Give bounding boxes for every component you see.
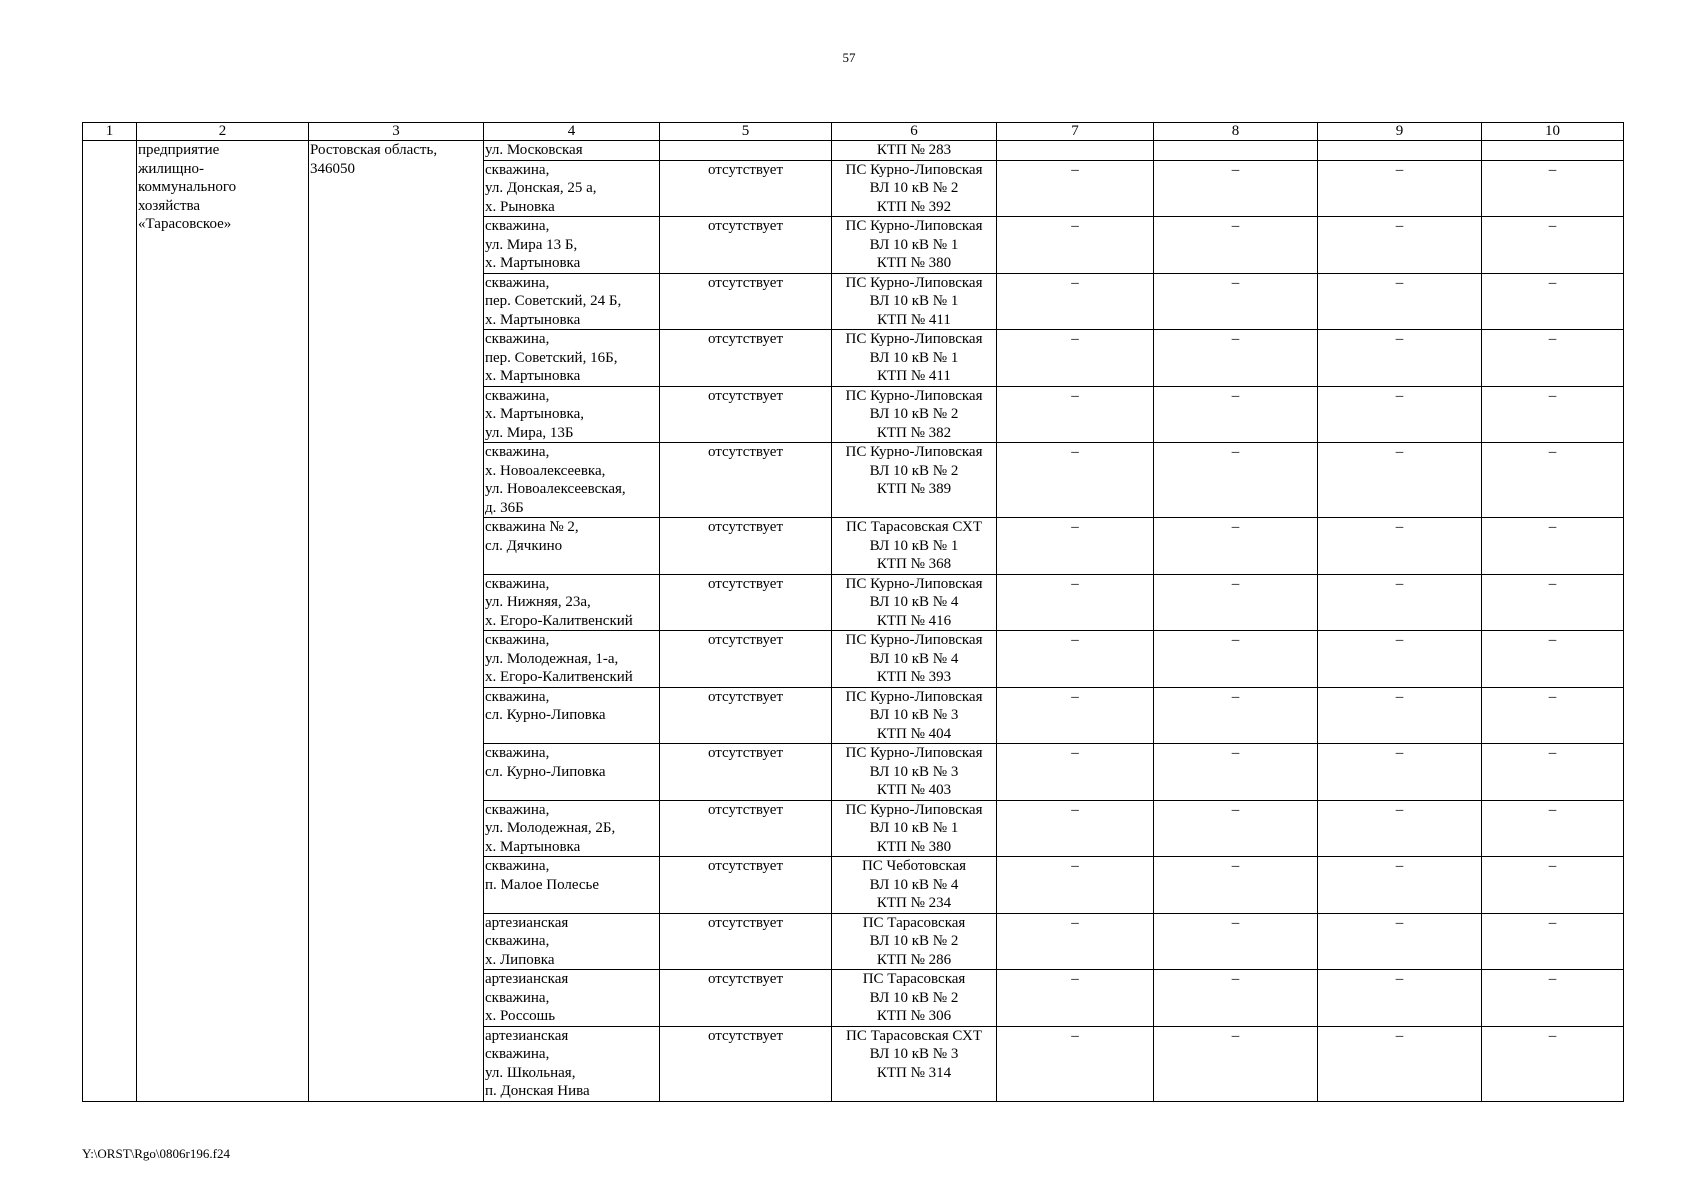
value-cell: – <box>997 687 1154 744</box>
value-cell <box>997 141 1154 161</box>
value-cell: – <box>997 518 1154 575</box>
organization-address-cell: Ростовская область, 346050 <box>309 141 484 1102</box>
value-cell: – <box>1154 217 1318 274</box>
power-source-cell: ПС Тарасовская СХТ ВЛ 10 кВ № 3 КТП № 314 <box>832 1026 997 1101</box>
power-source-cell: ПС Чеботовская ВЛ 10 кВ № 4 КТП № 234 <box>832 857 997 914</box>
column-header: 1 <box>83 123 137 141</box>
value-cell: – <box>1482 800 1624 857</box>
footer-file-path: Y:\ORST\Rgo\0806r196.f24 <box>82 1146 230 1161</box>
value-cell: – <box>1482 330 1624 387</box>
value-cell: – <box>997 744 1154 801</box>
facility-address-cell: артезианская скважина, х. Россошь <box>484 970 660 1027</box>
value-cell: – <box>1482 857 1624 914</box>
header-row <box>83 123 1624 141</box>
power-source-cell: ПС Курно-Липовская ВЛ 10 кВ № 2 КТП № 382 <box>832 386 997 443</box>
value-cell: – <box>1154 631 1318 688</box>
status-cell: отсутствует <box>660 687 832 744</box>
value-cell: – <box>1318 857 1482 914</box>
value-cell: – <box>1482 160 1624 217</box>
status-cell: отсутствует <box>660 744 832 801</box>
value-cell: – <box>1154 970 1318 1027</box>
value-cell: – <box>1318 273 1482 330</box>
facility-address-cell: скважина, х. Новоалексеевка, ул. Новоалексеевская, д. 36Б <box>484 443 660 518</box>
status-cell: отсутствует <box>660 273 832 330</box>
status-cell: отсутствует <box>660 217 832 274</box>
power-source-cell: ПС Курно-Липовская ВЛ 10 кВ № 2 КТП № 392 <box>832 160 997 217</box>
value-cell: – <box>1318 574 1482 631</box>
status-cell: отсутствует <box>660 386 832 443</box>
value-cell: – <box>997 970 1154 1027</box>
table-row <box>83 141 1624 161</box>
facility-address-cell: скважина № 2, сл. Дячкино <box>484 518 660 575</box>
value-cell: – <box>997 217 1154 274</box>
power-source-cell: ПС Курно-Липовская ВЛ 10 кВ № 1 КТП № 411 <box>832 330 997 387</box>
page-number: 57 <box>842 50 856 65</box>
value-cell: – <box>1318 518 1482 575</box>
value-cell: – <box>1318 1026 1482 1101</box>
facility-address-cell: скважина, ул. Молодежная, 1-а, х. Егоро-Калитвенский <box>484 631 660 688</box>
status-cell: отсутствует <box>660 913 832 970</box>
value-cell: – <box>1318 160 1482 217</box>
value-cell: – <box>1318 744 1482 801</box>
value-cell <box>1318 141 1482 161</box>
value-cell: – <box>1154 574 1318 631</box>
value-cell: – <box>997 160 1154 217</box>
value-cell: – <box>1318 443 1482 518</box>
value-cell: – <box>1482 386 1624 443</box>
value-cell: – <box>1318 330 1482 387</box>
facilities-table <box>82 122 1624 1102</box>
facility-address-cell: ул. Московская <box>484 141 660 161</box>
power-source-cell: ПС Курно-Липовская ВЛ 10 кВ № 1 КТП № 380 <box>832 800 997 857</box>
power-source-cell: ПС Курно-Липовская ВЛ 10 кВ № 3 КТП № 403 <box>832 744 997 801</box>
facility-address-cell: скважина, х. Мартыновка, ул. Мира, 13Б <box>484 386 660 443</box>
value-cell: – <box>1482 970 1624 1027</box>
value-cell: – <box>1482 1026 1624 1101</box>
column-header: 9 <box>1318 123 1482 141</box>
value-cell: – <box>1318 631 1482 688</box>
status-cell: отсутствует <box>660 800 832 857</box>
facility-address-cell: артезианская скважина, ул. Школьная, п. Донская Нива <box>484 1026 660 1101</box>
column-header: 4 <box>484 123 660 141</box>
value-cell: – <box>997 857 1154 914</box>
facility-address-cell: скважина, ул. Мира 13 Б, х. Мартыновка <box>484 217 660 274</box>
value-cell: – <box>1318 386 1482 443</box>
column-header: 3 <box>309 123 484 141</box>
status-cell: отсутствует <box>660 1026 832 1101</box>
column-header: 6 <box>832 123 997 141</box>
column-header: 2 <box>137 123 309 141</box>
value-cell: – <box>1482 273 1624 330</box>
value-cell: – <box>1154 443 1318 518</box>
facility-address-cell: скважина, сл. Курно-Липовка <box>484 687 660 744</box>
value-cell: – <box>1482 631 1624 688</box>
organization-name-cell: предприятие жилищно- коммунального хозяйства «Тарасовское» <box>137 141 309 1102</box>
facility-address-cell: артезианская скважина, х. Липовка <box>484 913 660 970</box>
value-cell <box>1482 141 1624 161</box>
column-header: 7 <box>997 123 1154 141</box>
value-cell: – <box>1154 1026 1318 1101</box>
value-cell: – <box>997 631 1154 688</box>
status-cell: отсутствует <box>660 443 832 518</box>
value-cell: – <box>997 1026 1154 1101</box>
power-source-cell: ПС Курно-Липовская ВЛ 10 кВ № 1 КТП № 411 <box>832 273 997 330</box>
facility-address-cell: скважина, ул. Донская, 25 а, х. Рыновка <box>484 160 660 217</box>
value-cell <box>1154 141 1318 161</box>
status-cell: отсутствует <box>660 330 832 387</box>
value-cell: – <box>1482 744 1624 801</box>
status-cell <box>660 141 832 161</box>
table-body <box>83 141 1624 1102</box>
value-cell: – <box>1318 217 1482 274</box>
value-cell: – <box>1154 330 1318 387</box>
value-cell: – <box>1154 160 1318 217</box>
power-source-cell: ПС Тарасовская ВЛ 10 кВ № 2 КТП № 286 <box>832 913 997 970</box>
power-source-cell: ПС Тарасовская СХТ ВЛ 10 кВ № 1 КТП № 368 <box>832 518 997 575</box>
power-source-cell: ПС Курно-Липовская ВЛ 10 кВ № 3 КТП № 404 <box>832 687 997 744</box>
value-cell: – <box>1154 518 1318 575</box>
value-cell: – <box>1154 386 1318 443</box>
value-cell: – <box>1154 800 1318 857</box>
value-cell: – <box>997 273 1154 330</box>
value-cell: – <box>1482 518 1624 575</box>
value-cell: – <box>1318 800 1482 857</box>
value-cell: – <box>997 574 1154 631</box>
org-number-cell <box>83 141 137 1102</box>
value-cell: – <box>1482 217 1624 274</box>
value-cell: – <box>997 386 1154 443</box>
value-cell: – <box>1318 970 1482 1027</box>
status-cell: отсутствует <box>660 518 832 575</box>
power-source-cell: КТП № 283 <box>832 141 997 161</box>
value-cell: – <box>997 800 1154 857</box>
column-header: 8 <box>1154 123 1318 141</box>
power-source-cell: ПС Курно-Липовская ВЛ 10 кВ № 4 КТП № 416 <box>832 574 997 631</box>
value-cell: – <box>1482 687 1624 744</box>
value-cell: – <box>1482 443 1624 518</box>
status-cell: отсутствует <box>660 574 832 631</box>
value-cell: – <box>997 330 1154 387</box>
status-cell: отсутствует <box>660 160 832 217</box>
power-source-cell: ПС Тарасовская ВЛ 10 кВ № 2 КТП № 306 <box>832 970 997 1027</box>
power-source-cell: ПС Курно-Липовская ВЛ 10 кВ № 2 КТП № 389 <box>832 443 997 518</box>
value-cell: – <box>997 913 1154 970</box>
column-header: 10 <box>1482 123 1624 141</box>
status-cell: отсутствует <box>660 857 832 914</box>
power-source-cell: ПС Курно-Липовская ВЛ 10 кВ № 1 КТП № 380 <box>832 217 997 274</box>
value-cell: – <box>1154 687 1318 744</box>
power-source-cell: ПС Курно-Липовская ВЛ 10 кВ № 4 КТП № 393 <box>832 631 997 688</box>
value-cell: – <box>997 443 1154 518</box>
value-cell: – <box>1154 913 1318 970</box>
value-cell: – <box>1318 687 1482 744</box>
value-cell: – <box>1482 913 1624 970</box>
facility-address-cell: скважина, п. Малое Полесье <box>484 857 660 914</box>
facility-address-cell: скважина, пер. Советский, 24 Б, х. Мартыновка <box>484 273 660 330</box>
value-cell: – <box>1482 574 1624 631</box>
value-cell: – <box>1154 744 1318 801</box>
facility-address-cell: скважина, ул. Нижняя, 23а, х. Егоро-Калитвенский <box>484 574 660 631</box>
status-cell: отсутствует <box>660 631 832 688</box>
value-cell: – <box>1318 913 1482 970</box>
column-header: 5 <box>660 123 832 141</box>
facility-address-cell: скважина, ул. Молодежная, 2Б, х. Мартыновка <box>484 800 660 857</box>
facility-address-cell: скважина, сл. Курно-Липовка <box>484 744 660 801</box>
status-cell: отсутствует <box>660 970 832 1027</box>
value-cell: – <box>1154 857 1318 914</box>
value-cell: – <box>1154 273 1318 330</box>
facility-address-cell: скважина, пер. Советский, 16Б, х. Мартыновка <box>484 330 660 387</box>
